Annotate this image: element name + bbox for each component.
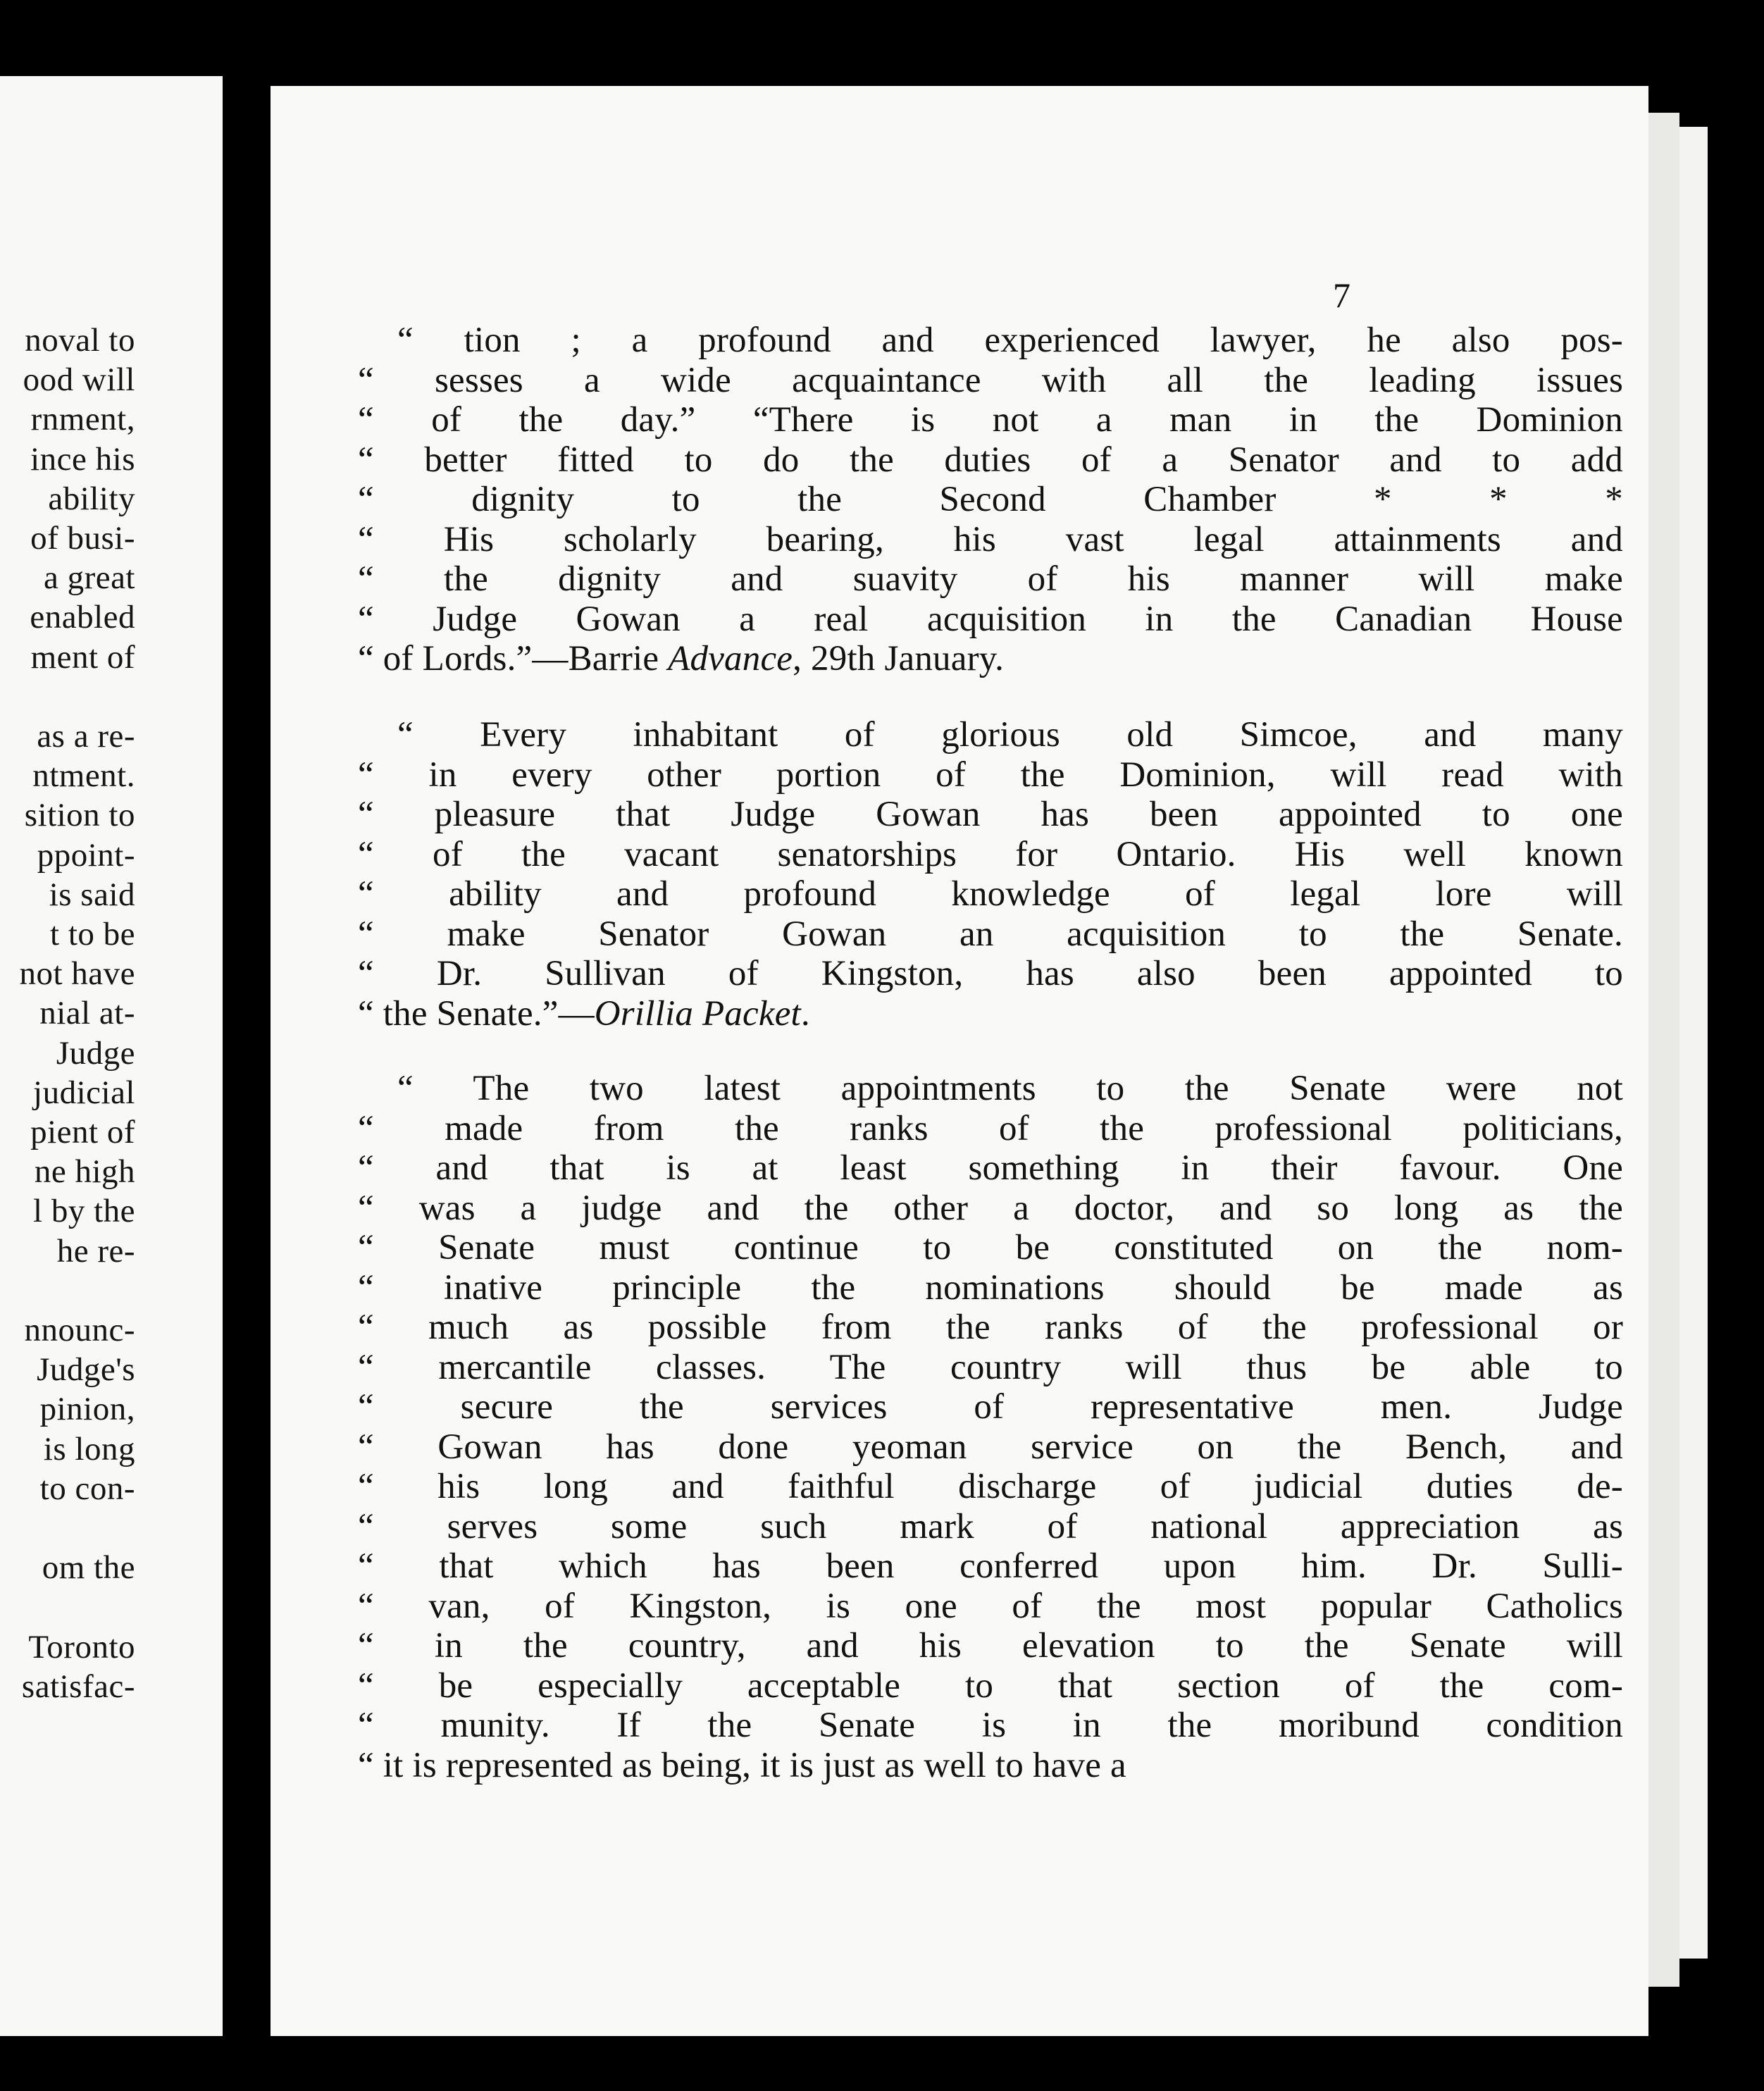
- text-line: “ be especially acceptable to that section of the com-: [358, 1665, 1623, 1706]
- left-page-line: judicial: [33, 1074, 135, 1111]
- left-page-line: om the: [42, 1549, 135, 1587]
- left-page-line: to con-: [39, 1470, 135, 1507]
- text-line: “ inative principle the nominations should be made as: [358, 1267, 1623, 1308]
- text-line: “ pleasure that Judge Gowan has been appointed to one: [358, 795, 1623, 834]
- left-page-line: satisfac-: [21, 1668, 135, 1705]
- left-page-fragment: [0, 76, 223, 2036]
- right-page-edge-outer: [1679, 127, 1708, 1959]
- text-line: “ in every other portion of the Dominion, will read with: [358, 755, 1623, 795]
- left-page-line: ne high: [34, 1153, 135, 1191]
- text-line: “ Dr. Sullivan of Kingston, has also been appointed to: [358, 954, 1623, 993]
- page-number: 7: [1333, 275, 1350, 315]
- text-line: “ munity. If the Senate is in the moribund condition: [358, 1706, 1623, 1745]
- text-line: “ better fitted to do the duties of a Senator and to add: [358, 440, 1623, 480]
- text-line: “ Every inhabitant of glorious old Simcoe, and many: [397, 715, 1623, 755]
- left-page-line: enabled: [30, 599, 135, 636]
- text-line: “ His scholarly bearing, his vast legal attainments and: [358, 519, 1623, 559]
- text-line: “ was a judge and the other a doctor, and so long as the: [358, 1188, 1623, 1228]
- left-page-line: pinion,: [39, 1391, 135, 1428]
- text-line: “ van, of Kingston, is one of the most popular Catholics: [358, 1586, 1623, 1626]
- text-line: “ much as possible from the ranks of the professional or: [358, 1308, 1623, 1347]
- left-page-line: of busi-: [30, 520, 135, 557]
- left-page-line: ability: [48, 480, 135, 517]
- text-line: “ that which has been conferred upon him. Dr. Sulli-: [358, 1546, 1623, 1586]
- text-line: “ make Senator Gowan an acquisition to the Senate.: [358, 914, 1623, 954]
- text-line: “ made from the ranks of the professional politicians,: [358, 1108, 1623, 1148]
- text-line: “ secure the services of representative men. Judge: [358, 1387, 1623, 1427]
- text-line: “ ability and profound knowledge of legal lore will: [358, 874, 1623, 914]
- left-page-line: nnounc-: [24, 1312, 135, 1348]
- text-line: “ Gowan has done yeoman service on the Bench, and: [358, 1427, 1623, 1467]
- left-page-line: is long: [43, 1430, 135, 1468]
- left-page-line: ment of: [30, 638, 135, 676]
- text-line: “ of the day.” “There is not a man in the Dominion: [358, 400, 1623, 440]
- left-page-line: t to be: [50, 916, 135, 953]
- text-line: “ tion ; a profound and experienced lawyer, he also pos-: [397, 321, 1623, 360]
- left-page-line: Judge: [56, 1034, 135, 1072]
- left-page-line: rnment,: [30, 401, 135, 438]
- left-page-line: as a re-: [37, 718, 135, 755]
- text-line: “ his long and faithful discharge of judicial duties de-: [358, 1467, 1623, 1506]
- left-page-line: ood will: [23, 361, 135, 399]
- paragraph-packet-quote: [358, 715, 1623, 1034]
- left-page-line: ppoint-: [37, 836, 135, 874]
- text-line: “ the dignity and suavity of his manner will make: [358, 559, 1623, 599]
- text-line: “ dignity to the Second Chamber * * *: [358, 480, 1623, 519]
- text-line: “ of Lords.”—Barrie Advance, 29th January.: [358, 639, 1005, 678]
- left-page-line: l by the: [33, 1193, 135, 1230]
- text-line: “ Senate must continue to be constituted on the nom-: [358, 1228, 1623, 1267]
- paragraph-advance-quote: [358, 321, 1623, 679]
- text-line: “ it is represented as being, it is just as well to have a: [358, 1745, 1126, 1785]
- text-line: “ serves some such mark of national appreciation as: [358, 1506, 1623, 1546]
- left-page-line: Judge's: [37, 1351, 135, 1389]
- paragraph-senate-appointments: [358, 1069, 1623, 1785]
- right-page-edge: [1648, 113, 1679, 1987]
- left-page-line: he re-: [56, 1232, 135, 1270]
- left-page-line: sition to: [24, 797, 135, 834]
- left-page-line: noval to: [25, 322, 135, 359]
- text-line: “ mercantile classes. The country will thus be able to: [358, 1347, 1623, 1387]
- left-page-line: ince his: [30, 440, 135, 478]
- left-page-line: not have: [19, 955, 135, 993]
- main-page: [271, 86, 1648, 2036]
- text-line: “ and that is at least something in their favour. One: [358, 1148, 1623, 1188]
- text-line: “ Judge Gowan a real acquisition in the Canadian House: [358, 599, 1623, 639]
- left-page-line: nial at-: [39, 995, 135, 1032]
- text-line: “ in the country, and his elevation to the Senate will: [358, 1626, 1623, 1665]
- text-line: “ the Senate.”—Orillia Packet.: [358, 993, 810, 1034]
- left-page-line: a great: [43, 559, 135, 597]
- left-page-line: Toronto: [28, 1628, 135, 1665]
- left-page-line: is said: [49, 876, 135, 913]
- text-line: “ of the vacant senatorships for Ontario. His well known: [358, 834, 1623, 874]
- left-page-line: ntment.: [32, 757, 135, 795]
- text-line: “ sesses a wide acquaintance with all the leading issues: [358, 360, 1623, 400]
- text-line: “ The two latest appointments to the Senate were not: [397, 1069, 1623, 1108]
- left-page-line: pient of: [30, 1114, 135, 1150]
